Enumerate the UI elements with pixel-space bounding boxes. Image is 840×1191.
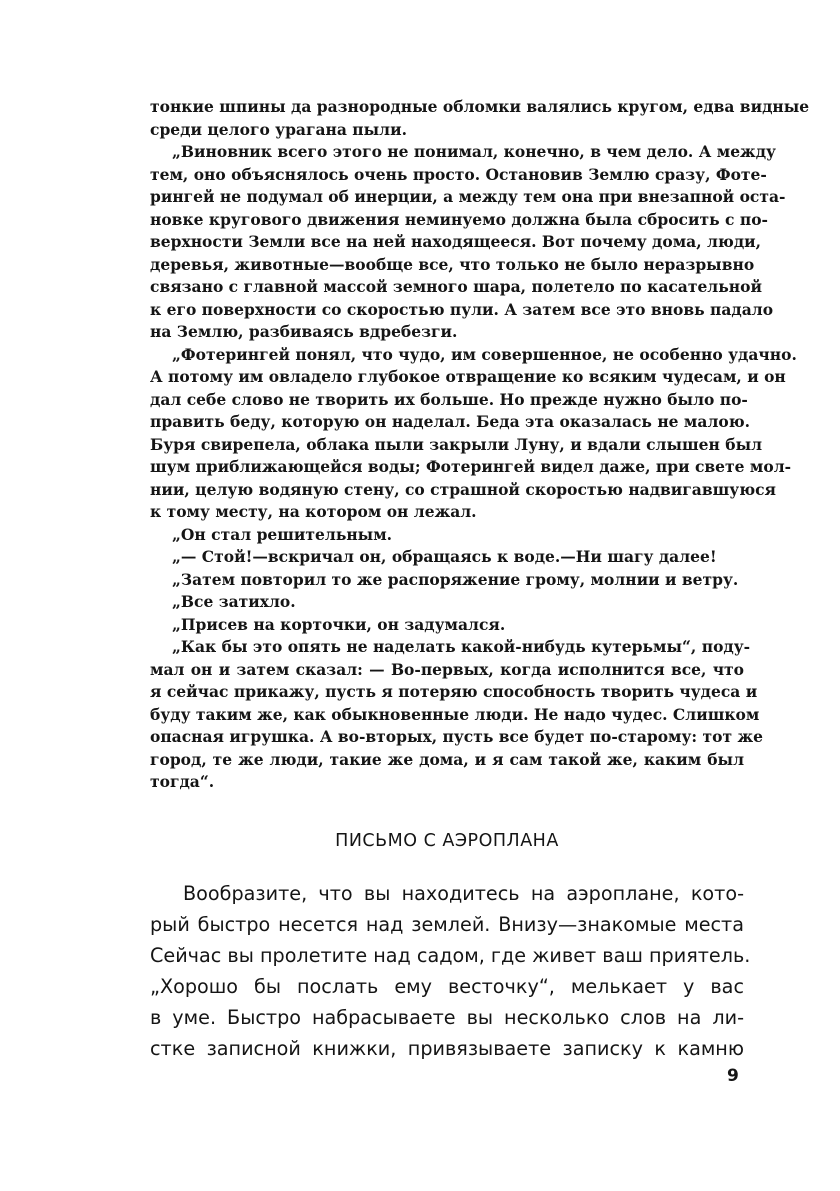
story-text [150,96,810,794]
section-text [150,878,751,1064]
text-line: к тому месту, на котором он лежал. [150,502,477,521]
text-line: „Затем повторил то же распоряжение грому, молнии и ветру. [172,569,739,589]
text-line: новке кругового движения неминуемо должна была сбросить с по- [150,209,768,229]
text-line: к его поверхности со скоростью пули. А затем все это вновь падало [150,299,774,319]
section-heading: ПИСЬМО С АЭРОПЛАНА [335,831,559,851]
text-line: тогда“. [150,772,215,791]
text-line: Буря свирепела, облака пыли закрыли Луну, и вдали слышен был [150,434,763,454]
text-line: среди целого урагана пыли. [150,119,408,139]
text-line: связано с главной массой земного шара, полетело по касательной [150,277,762,296]
text-line: мал он и затем сказал: — Во-первых, когда исполнится все, что [150,659,744,679]
text-line: дал себе слово не творить их больше. Но прежде нужно было по- [150,389,748,409]
text-line: верхности Земли все на ней находящееся. Вот почему дома, люди, [150,232,762,251]
text-line: рый быстро несется над землей. Внизу—знакомые места [150,913,744,936]
text-line: деревья, животные—вообще все, что только не было неразрывно [150,254,755,274]
text-line: я сейчас прикажу, пусть я потеряю способность творить чудеса и [150,682,758,701]
text-line: шум приближающейся воды; Фотерингей видел даже, при свете мол- [150,457,792,476]
text-line: „Он стал решительным. [172,524,393,544]
text-line: „Виновник всего этого не понимал, конечно, в чем дело. А между [172,142,776,161]
text-line: в уме. Быстро набрасываете вы несколько слов на ли- [150,1006,744,1029]
text-line: „Как бы это опять не наделать какой-нибудь кутерьмы“, поду- [172,637,751,656]
text-line: „— Стой!—вскричал он, обращаясь к воде.—Ни шагу далее! [172,547,717,566]
text-line: „Фотерингей понял, что чудо, им совершенное, не особенно удачно. [172,344,797,364]
text-line: Вообразите, что вы находитесь на аэроплане, кото- [183,882,744,905]
text-line: опасная игрушка. А во-вторых, пусть все будет по-старому: тот же [150,727,764,746]
text-line: тем, оно объяснялось очень просто. Остановив Землю сразу, Фоте- [150,164,767,184]
text-line: „Хорошо бы послать ему весточку“, мелькает у вас [150,975,744,998]
text-line: „Все затихло. [172,592,296,611]
text-line: „Присев на корточки, он задумался. [172,614,506,634]
text-line: город, те же люди, такие же дома, и я сам такой же, каким был [150,749,744,769]
text-line: рингей не подумал об инерции, а между тем она при внезапной оста- [150,187,786,206]
text-line: тонкие шпины да разнородные обломки валялись кругом, едва видные [150,97,810,116]
text-line: А потому им овладело глубокое отвращение ко всяким чудесам, и он [150,367,786,386]
text-line: буду таким же, как обыкновенные люди. Не надо чудес. Слишком [150,704,760,724]
page-number: 9 [727,1066,739,1086]
text-line: нии, целую водяную стену, со страшной скоростью надвигавшуюся [150,479,776,499]
text-line: на Землю, разбиваясь вдребезги. [150,322,458,341]
text-line: править беду, которую он наделал. Беда эта оказалась не малою. [150,412,750,431]
text-line: стке записной книжки, привязываете записку к камню [150,1037,744,1060]
text-line: Сейчас вы пролетите над садом, где живет ваш приятель. [150,944,751,967]
